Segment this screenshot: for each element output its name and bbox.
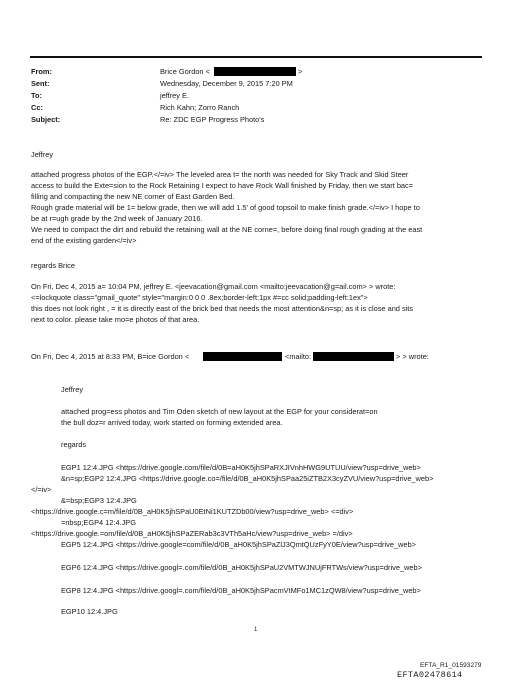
bates-number-1: EFTA_R1_01593279 bbox=[420, 662, 482, 669]
redaction-box bbox=[313, 352, 394, 361]
quote-header-line: On Fri, Dec 4, 2015 at 8:33 PM, B=ice Gordon < bbox=[31, 352, 190, 361]
sent-value: Wednesday, December 9, 2015 7:20 PM bbox=[160, 79, 293, 88]
body-line: end of the existing garden</=iv> bbox=[31, 236, 137, 245]
greeting: Jeffrey bbox=[31, 150, 54, 159]
attachment-link[interactable]: EGP1 12:4.JPG <https://drive.google.com/file/d/0B=aH0K5jhSPaRXJIVnhHWG9UTUU/view?usp=drive_web> bbox=[61, 463, 421, 472]
subject-label: Subject: bbox=[31, 115, 61, 124]
quote-header-line: On Fri, Dec 4, 2015 a= 10:04 PM, jeffrey E. <jeevacation@gmail.com <mailto:jeevacation@g=ail.com> > wrote: bbox=[31, 282, 396, 291]
bates-number-2: EFTA02478614 bbox=[397, 670, 463, 680]
body-line: Rough grade material will be 1= below grade, then we will add 1.5' of good topsoil to make finish grade.</=iv> I hope to bbox=[31, 203, 420, 212]
quoted-line: the bull doz=r arrived today, work started on forming extended area. bbox=[61, 418, 283, 427]
quoted-greeting: Jeffrey bbox=[61, 385, 84, 394]
quoted-signoff: regards bbox=[61, 440, 87, 449]
attachment-link[interactable]: EGP10 12:4.JPG bbox=[61, 607, 118, 616]
html-fragment: </=iv> bbox=[31, 485, 52, 494]
body-line: filling and compacting the new NE corner of East Garden Bed. bbox=[31, 192, 235, 201]
attachment-link[interactable]: EGP5 12:4.JPG <https://drive.google=com/file/d/0B_aH0K5jhSPaZlJ3QmtQUzFyY0E/view?usp=drive_web> bbox=[61, 540, 416, 549]
quoted-line: attached prog=ess photos and Tim Oden sketch of new layout at the EGP for your considerat=on bbox=[61, 407, 378, 416]
body-line: access to build the Exte=sion to the Rock Retaining I expect to have Rock Wall finished by Friday, then we start bac= bbox=[31, 181, 414, 190]
signoff: regards Brice bbox=[31, 261, 75, 270]
quote-header-end: > > wrote: bbox=[396, 352, 429, 361]
from-value: Brice Gordon < bbox=[160, 67, 210, 76]
attachment-link[interactable]: &=bsp;EGP3 12:4.JPG bbox=[61, 496, 137, 505]
cc-label: Cc: bbox=[31, 103, 43, 112]
quote-line: this does not look right , = it is directly east of the brick bed that needs the most attention&n=sp; as it is close and sits bbox=[31, 304, 414, 313]
redaction-box bbox=[203, 352, 282, 361]
attachment-link[interactable]: <https://drive.google.=om/file/d/0B_aH0K5jhSPaZERab3c3VTh5aHc/view?usp=drive_web> =/div> bbox=[31, 529, 353, 538]
quote-header-line: <=lockquote class="gmail_quote" style="margin:0 0 0 .8ex;border-left:1px #=cc solid;padding-left:1ex"> bbox=[31, 293, 368, 302]
attachment-link[interactable]: EGP8 12:4.JPG <https://drive.googl=.com/file/d/0B_aH0K5jhSPacmVtMFo1MC1zQW8/view?usp=drive_web> bbox=[61, 586, 421, 595]
to-label: To: bbox=[31, 91, 42, 100]
header-divider bbox=[30, 56, 482, 58]
attachment-link[interactable]: =nbsp;EGP4 12:4.JPG bbox=[61, 518, 136, 527]
sent-label: Sent: bbox=[31, 79, 50, 88]
from-tail: > bbox=[298, 67, 303, 76]
body-line: We need to compact the dirt and rebuild the retaining wall at the NE corne=, before doing final rough grading at the east bbox=[31, 225, 423, 234]
from-label: From: bbox=[31, 67, 52, 76]
cc-value: Rich Kahn; Zorro Ranch bbox=[160, 103, 240, 112]
attachment-link[interactable]: <https://drive.google.c=m/file/d/0B_aH0K5jhSPaU0EtNi1KUTZDb00/view?usp=drive_web> <=div> bbox=[31, 507, 354, 516]
mailto-prefix: <mailto: bbox=[285, 352, 312, 361]
attachment-link[interactable]: &n=sp;EGP2 12:4.JPG <https://drive.google.co=/file/d/0B_aH0K5jhSPaa25iZTB2X3cyZVU/view?usp=drive_web> bbox=[61, 474, 434, 483]
redaction-box bbox=[214, 67, 296, 76]
to-value: jeffrey E. bbox=[160, 91, 190, 100]
attachment-link[interactable]: EGP6 12:4.JPG <https://drive.googl=.com/file/d/0B_aH0K5jhSPaU2VMTWJNUjFRTWs/view?usp=drive_web> bbox=[61, 563, 422, 572]
page-number: 1 bbox=[254, 627, 258, 633]
body-line: be at r=ugh grade by the 2nd week of January 2016. bbox=[31, 214, 203, 223]
subject-value: Re: ZDC EGP Progress Photo's bbox=[160, 115, 265, 124]
body-line: attached progress photos of the EGP.</=iv> The leveled area t= the north was needed for Sky Track and Skid Steer bbox=[31, 170, 409, 179]
quote-line: next to color. please take mo=e photos of that area. bbox=[31, 315, 200, 324]
